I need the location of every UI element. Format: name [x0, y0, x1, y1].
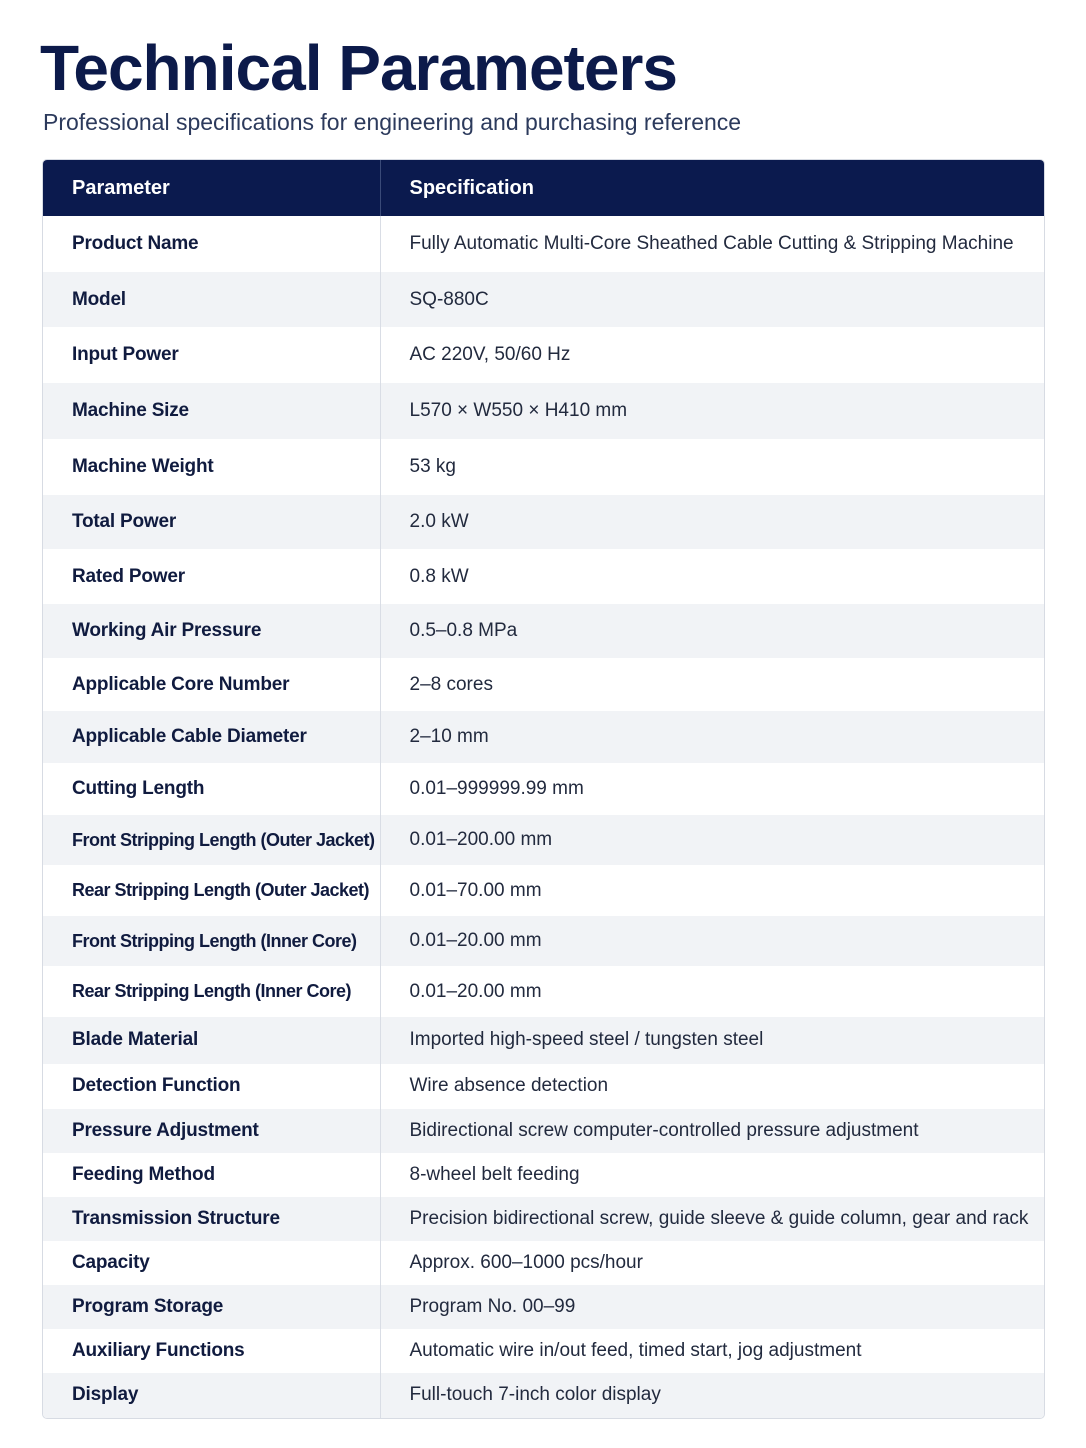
specification-cell: Imported high-speed steel / tungsten steel	[409, 1029, 764, 1051]
specification-cell: L570 × W550 × H410 mm	[409, 400, 628, 422]
parameter-cell: Front Stripping Length (Outer Jacket)	[43, 815, 380, 865]
specification-cell: Precision bidirectional screw, guide sleeve & guide column, gear and rack	[409, 1207, 1029, 1229]
table-row	[43, 1373, 1044, 1418]
specification-cell: AC 220V, 50/60 Hz	[409, 344, 571, 366]
table-row	[43, 1153, 1044, 1197]
table-row	[43, 1064, 1044, 1109]
specification-cell: Wire absence detection	[409, 1075, 609, 1097]
parameter-cell: Machine Weight	[43, 439, 380, 495]
parameter-cell: Feeding Method	[43, 1153, 380, 1197]
specification-cell: 0.01–70.00 mm	[409, 879, 542, 901]
parameter-cell: Applicable Core Number	[43, 658, 380, 711]
table-row	[43, 916, 1044, 966]
parameter-cell: Input Power	[43, 327, 380, 383]
table-row	[43, 604, 1044, 658]
specification-cell: 0.8 kW	[409, 565, 469, 587]
specification-cell: 0.01–20.00 mm	[409, 980, 542, 1002]
specification-cell: 2–8 cores	[409, 673, 493, 695]
table-row	[43, 1329, 1044, 1373]
specification-cell: Program No. 00–99	[409, 1295, 576, 1317]
specification-cell: 0.01–20.00 mm	[409, 930, 542, 952]
parameter-cell: Product Name	[43, 216, 380, 272]
specification-cell: SQ-880C	[409, 288, 489, 310]
table-row	[43, 1241, 1044, 1285]
table-row	[43, 1285, 1044, 1329]
specification-cell: Bidirectional screw computer-controlled pressure adjustment	[409, 1119, 919, 1141]
page-title: Technical Parameters	[40, 32, 677, 104]
specification-cell: 53 kg	[409, 456, 456, 478]
specification-cell: Full-touch 7-inch color display	[409, 1384, 661, 1406]
parameter-cell: Transmission Structure	[43, 1197, 380, 1241]
specification-cell: 2–10 mm	[409, 726, 489, 748]
parameter-cell: Applicable Cable Diameter	[43, 711, 380, 763]
specification-cell: 8-wheel belt feeding	[409, 1163, 580, 1185]
table-row	[43, 549, 1044, 604]
parameter-cell: Capacity	[43, 1241, 380, 1285]
table-row	[43, 1017, 1044, 1063]
table-row	[43, 1109, 1044, 1153]
table-row	[43, 763, 1044, 815]
table-row	[43, 1197, 1044, 1241]
parameter-cell: Auxiliary Functions	[43, 1329, 380, 1373]
table-row	[43, 495, 1044, 549]
table-row	[43, 439, 1044, 495]
parameter-cell: Detection Function	[43, 1064, 380, 1109]
specification-cell: Approx. 600–1000 pcs/hour	[409, 1251, 643, 1273]
parameter-cell: Working Air Pressure	[43, 604, 380, 658]
spec-table	[43, 160, 1044, 1418]
table-row	[43, 711, 1044, 763]
table-row	[43, 383, 1044, 439]
specification-cell: 0.01–999999.99 mm	[409, 778, 584, 800]
specification-cell: 0.5–0.8 MPa	[409, 620, 518, 642]
table-row	[43, 216, 1044, 272]
specification-cell: 0.01–200.00 mm	[409, 829, 553, 851]
parameter-cell: Front Stripping Length (Inner Core)	[43, 916, 380, 966]
parameter-cell: Rear Stripping Length (Outer Jacket)	[43, 865, 380, 916]
parameter-cell: Blade Material	[43, 1017, 380, 1063]
table-row	[43, 865, 1044, 916]
table-row	[43, 815, 1044, 865]
column-header-specification: Specification	[380, 160, 1044, 216]
page-subtitle: Professional specifications for engineering and purchasing reference	[43, 109, 742, 135]
table-header-row	[43, 160, 1044, 216]
specification-cell: 2.0 kW	[409, 511, 469, 533]
parameter-cell: Total Power	[43, 495, 380, 549]
parameter-cell: Display	[43, 1373, 380, 1418]
parameter-cell: Program Storage	[43, 1285, 380, 1329]
table-body	[43, 216, 1044, 1418]
parameter-cell: Machine Size	[43, 383, 380, 439]
table-row	[43, 272, 1044, 327]
table-row	[43, 327, 1044, 383]
parameter-cell: Model	[43, 272, 380, 327]
column-header-parameter: Parameter	[72, 176, 170, 199]
parameter-cell: Pressure Adjustment	[43, 1109, 380, 1153]
specification-cell: Automatic wire in/out feed, timed start, jog adjustment	[409, 1339, 862, 1361]
spec-table-card	[42, 159, 1045, 1419]
parameter-cell: Cutting Length	[43, 763, 380, 815]
table-row	[43, 658, 1044, 711]
table-row	[43, 966, 1044, 1017]
parameter-cell: Rated Power	[43, 549, 380, 604]
specification-cell: Fully Automatic Multi-Core Sheathed Cable Cutting & Stripping Machine	[409, 233, 1014, 255]
parameter-cell: Rear Stripping Length (Inner Core)	[43, 966, 380, 1017]
table-header	[43, 160, 1044, 216]
